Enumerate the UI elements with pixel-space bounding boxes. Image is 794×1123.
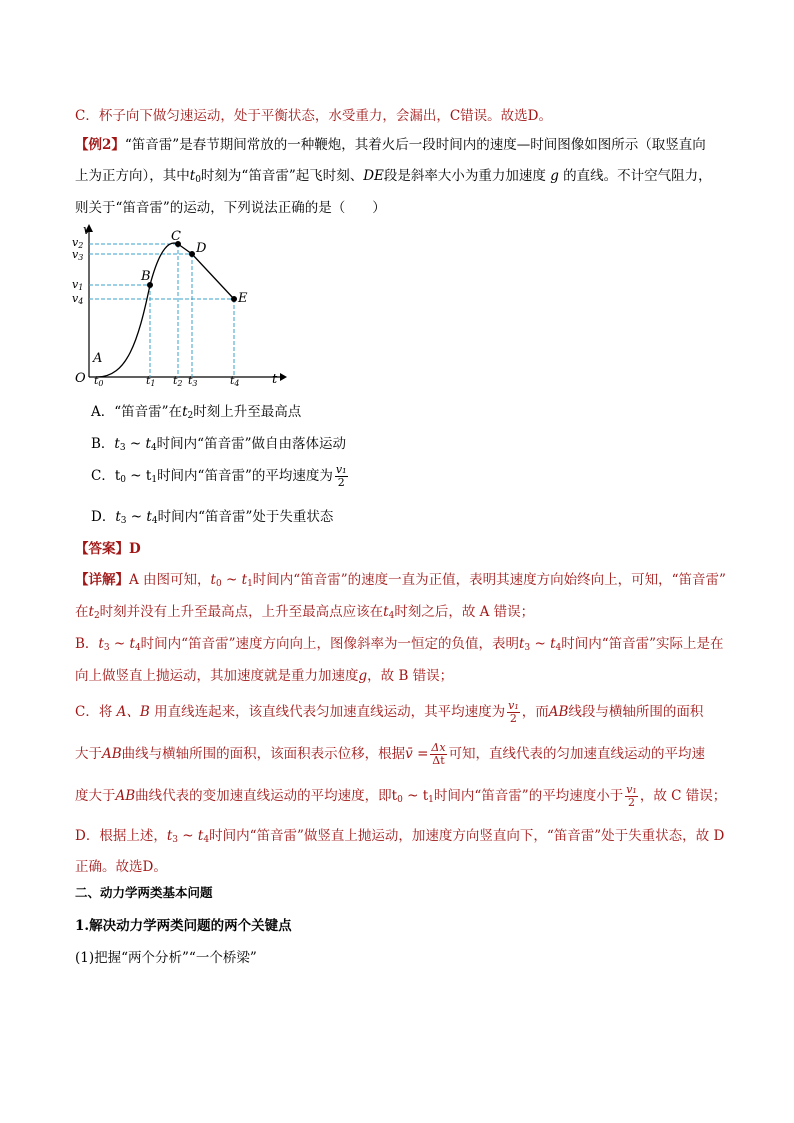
section-subtitle-1: 1.解决动力学两类问题的两个关键点 <box>75 918 292 934</box>
v1-label: v1 <box>72 278 84 292</box>
v2-label: v2 <box>72 236 84 250</box>
detail-line-2: 在$t_2$时刻并没有上升至最高点，上升至最高点应该在$t_4$时刻之后，故 A 错误； <box>75 604 535 621</box>
point-e-label: E <box>238 291 248 306</box>
point-d <box>189 251 195 257</box>
option-a: A．“笛音雷”在$t_2$时刻上升至最高点 <box>91 404 302 421</box>
intro-line: C．杯子向下做匀速运动，处于平衡状态，水受重力，会漏出，C错误。故选D。 <box>75 108 552 124</box>
guide-lines <box>89 244 234 377</box>
section-subtitle-2: (1)把握“两个分析”“一个桥梁” <box>75 950 257 966</box>
point-c-label: C <box>171 229 181 244</box>
point-d-label: D <box>196 241 207 256</box>
section-title: 二、动力学两类基本问题 <box>75 885 213 900</box>
detail-line-8: D．根据上述，$t_3$ ~ $t_4$时间内“笛音雷”做竖直上抛运动，加速度方向竖直向下，“笛音雷”处于失重状态，故 D <box>75 828 725 845</box>
t0-label: t0 <box>94 374 104 388</box>
fraction-v1-over-2: $\frac{\text{v₁}}{2}$ <box>508 699 519 725</box>
detail-line-4: 向上做竖直上抛运动，其加速度就是重力加速度g，故 B 错误； <box>75 668 454 684</box>
t1-label: t1 <box>146 374 156 388</box>
t4-label: t4 <box>230 374 240 388</box>
option-c: C．$t_0$ ~ $t_1$时间内“笛音雷”的平均速度为 $\frac{\text{v₁}}{2}$ <box>91 463 347 489</box>
t2-label: t2 <box>173 374 183 388</box>
answer-line: 【答案】D <box>75 541 141 557</box>
point-a-label: A <box>93 351 103 366</box>
v4-label: v4 <box>72 292 84 306</box>
point-e <box>231 296 237 302</box>
t3-label: t3 <box>188 374 198 388</box>
detail-line-5: C．将 A、B 用直线连起来，该直线代表匀加速直线运动，其平均速度为 $\frac{\text{v₁}}{2}$ ，而AB线段与横轴所围的面积 <box>75 699 704 725</box>
example-line-1: 【例2】“笛音雷”是春节期间常放的一种鞭炮，其着火后一段时间内的速度—时间图像如图所示（取竖直向 <box>75 137 706 153</box>
detail-line-3: B．$t_3$ ~ $t_4$时间内“笛音雷”速度方向向上，图像斜率为一恒定的负值，表明$t_3$ ~ $t_4$时间内“笛音雷”实际上是在 <box>75 636 724 653</box>
fraction-v1-over-2: $\frac{\text{v₁}}{2}$ <box>626 783 637 809</box>
detail-line-1: 【详解】A 由图可知，$t_0$ ~ $t_1$时间内“笛音雷”的速度一直为正值，表明其速度方向始终向上，可知，“笛音雷” <box>75 572 726 589</box>
velocity-time-graph <box>72 222 287 390</box>
v3-label: v3 <box>72 248 84 262</box>
detail-line-7: 度大于AB曲线代表的变加速直线运动的平均速度，即$t_0$ ~ $t_1$时间内“笛音雷”的平均速度小于 $\frac{\text{v₁}}{2}$ ，故 C 错误； <box>75 783 727 809</box>
fraction-v1-over-2: $\frac{\text{v₁}}{2}$ <box>335 463 347 489</box>
velocity-curve <box>97 243 234 377</box>
detail-line-6: 大于AB曲线与横轴所围的面积，该面积表示位移，根据v̄ = $\frac{\Delta x}{\Delta t}$ 可知，直线代表的匀加速直线运动的平均速 <box>75 741 706 767</box>
option-d: D．$t_3$ ~ $t_4$时间内“笛音雷”处于失重状态 <box>91 509 334 526</box>
axis-t-label: t <box>272 372 278 387</box>
t-axis-arrow <box>280 373 287 381</box>
option-b: B．$t_3$ ~ $t_4$时间内“笛音雷”做自由落体运动 <box>91 436 346 453</box>
example-line-2: 上为正方向），其中$t_0$时刻为“笛音雷”起飞时刻、DE段是斜率大小为重力加速度 g 的直线。不计空气阻力， <box>75 168 712 185</box>
point-b-label: B <box>141 269 151 284</box>
detail-line-9: 正确。故选D。 <box>75 859 167 875</box>
origin-label: O <box>75 371 86 386</box>
example-line-3: 则关于“笛音雷”的运动，下列说法正确的是（ ） <box>75 200 386 216</box>
fraction-dx-over-dt: $\frac{\Delta x}{\Delta t}$ <box>431 741 446 767</box>
axis-v-label: v <box>83 223 91 238</box>
